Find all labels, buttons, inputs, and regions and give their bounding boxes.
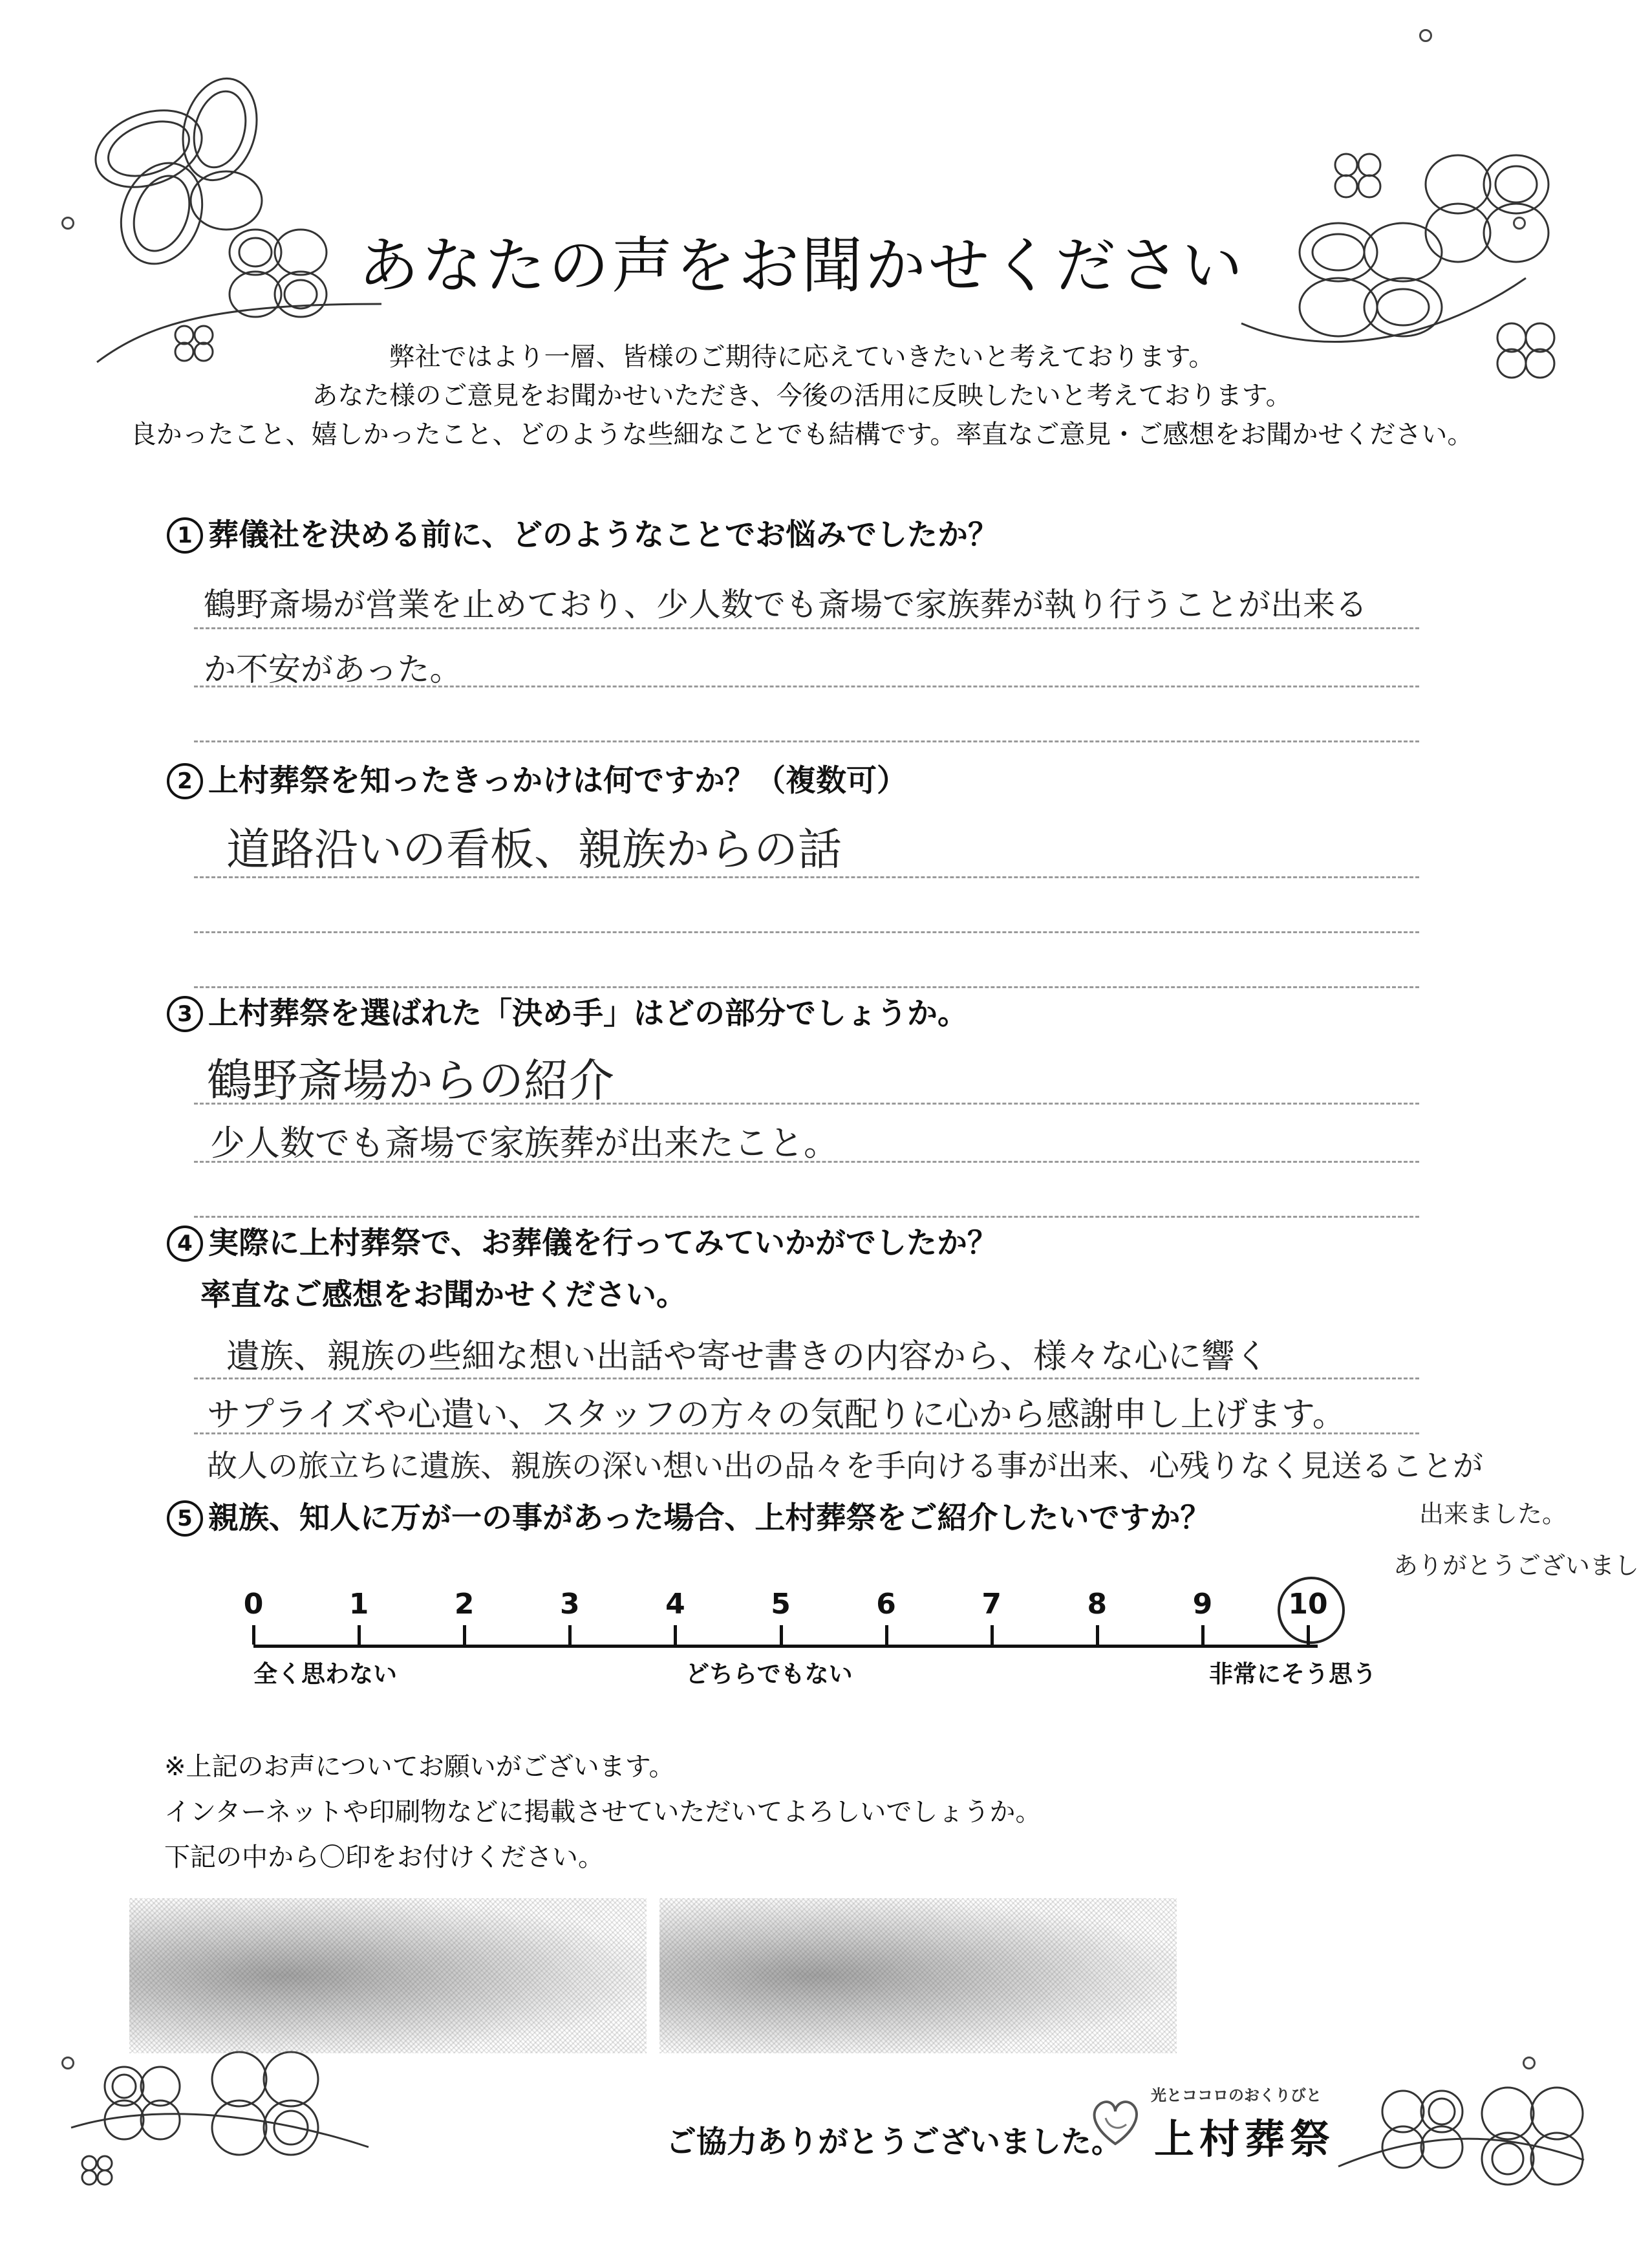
question-number: 3 xyxy=(167,996,203,1032)
scale-tick-label[interactable]: 9 xyxy=(1192,1588,1213,1621)
scale-tick xyxy=(780,1625,783,1645)
intro-line-2: あなた様のご意見をお聞かせいただき、今後の活用に反映したいと考えております。 xyxy=(312,381,1292,411)
scale-label-middle: どちらでもない xyxy=(685,1660,853,1688)
scale-tick xyxy=(1307,1625,1310,1645)
intro-line-3: 良かったこと、嬉しかったこと、どのような些細なことでも結構です。率直なご意見・ご感想をお聞かせください。 xyxy=(130,420,1473,449)
circle-ornament xyxy=(61,2057,74,2069)
scale-label-left: 全く思わない xyxy=(253,1660,397,1688)
scale-tick-label[interactable]: 1 xyxy=(348,1588,369,1621)
thanks-message: ご協力ありがとうございました。 xyxy=(666,2124,1122,2160)
handwritten-answer: か不安があった。 xyxy=(204,651,462,688)
question-text: 上村葬祭を知ったきっかけは何ですか？（複数可） xyxy=(208,763,907,799)
scale-tick-label[interactable]: 3 xyxy=(559,1588,580,1621)
answer-line xyxy=(194,1432,1419,1434)
question-text: 親族、知人に万が一の事があった場合、上村葬祭をご紹介したいですか？ xyxy=(208,1500,1211,1536)
scale-tick xyxy=(358,1625,361,1645)
answer-line xyxy=(194,1103,1419,1105)
answer-line xyxy=(194,931,1419,933)
question-number: 1 xyxy=(167,517,203,554)
intro-line-1: 弊社ではより一層、皆様のご期待に応えていきたいと考えております。 xyxy=(389,342,1215,372)
scale-tick xyxy=(885,1625,888,1645)
page-title: あなたの声をお聞かせください xyxy=(358,231,1245,301)
scale-tick-label[interactable]: 8 xyxy=(1087,1588,1108,1621)
heart-logo-icon xyxy=(1086,2092,1144,2150)
circle-ornament xyxy=(1419,29,1432,42)
scale-tick xyxy=(252,1625,255,1645)
scale-axis xyxy=(253,1645,1318,1648)
scale-tick xyxy=(1096,1625,1099,1645)
question-4 xyxy=(167,1219,998,1262)
answer-line xyxy=(194,686,1419,687)
question-text: 実際に上村葬祭で、お葬儀を行ってみていかがでしたか？ xyxy=(208,1226,998,1261)
question-text: 葬儀社を決める前に、どのようなことでお悩みでしたか？ xyxy=(208,517,998,553)
handwritten-answer: 鶴野斎場からの紹介 xyxy=(207,1054,614,1107)
logo-tagline: 光とココロのおくりびと xyxy=(1151,2086,1322,2104)
scale-tick xyxy=(568,1625,572,1645)
handwritten-answer: ありがとうございまし xyxy=(1393,1551,1639,1580)
answer-line xyxy=(194,986,1419,988)
question-4-subtext: 率直なご感想をお聞かせください。 xyxy=(200,1277,687,1313)
question-3 xyxy=(167,989,968,1033)
handwritten-answer: サプライズや心遣い、スタッフの方々の気配りに心から感謝申し上げます。 xyxy=(207,1396,1346,1434)
handwritten-answer: 道路沿いの看板、親族からの話 xyxy=(226,825,842,876)
circle-ornament xyxy=(1523,2057,1536,2069)
question-number: 4 xyxy=(167,1226,203,1262)
scale-tick-label[interactable]: 7 xyxy=(981,1588,1002,1621)
handwritten-answer: 遺族、親族の些細な想い出話や寄せ書きの内容から、様々な心に響く xyxy=(226,1337,1269,1376)
scale-tick-label[interactable]: 10 xyxy=(1288,1588,1328,1621)
question-1 xyxy=(167,511,998,554)
scale-tick-label[interactable]: 2 xyxy=(454,1588,475,1621)
redacted-area-left xyxy=(129,1898,647,2053)
answer-line xyxy=(194,1216,1419,1218)
scale-tick xyxy=(674,1625,677,1645)
answer-line xyxy=(194,1161,1419,1163)
scale-tick xyxy=(991,1625,994,1645)
question-number: 2 xyxy=(167,763,203,799)
answer-line xyxy=(194,627,1419,629)
answer-line xyxy=(194,1377,1419,1379)
answer-line xyxy=(194,740,1419,742)
clover-decoration-bottom-right xyxy=(1325,2037,1603,2244)
notice-line-1: ※上記のお声についてお願いがございます。 xyxy=(164,1752,675,1782)
scale-tick-label[interactable]: 5 xyxy=(771,1588,791,1621)
handwritten-answer: 出来ました。 xyxy=(1419,1500,1567,1528)
scale-tick xyxy=(463,1625,466,1645)
redacted-area-right xyxy=(659,1898,1177,2053)
handwritten-answer: 少人数でも斎場で家族葬が出来たこと。 xyxy=(210,1123,839,1163)
question-2 xyxy=(167,757,907,800)
question-text: 上村葬祭を選ばれた「決め手」はどの部分でしょうか。 xyxy=(208,996,968,1031)
scale-label-right: 非常にそう思う xyxy=(1209,1660,1377,1688)
scale-tick-label[interactable]: 4 xyxy=(665,1588,685,1621)
notice-line-3: 下記の中から〇印をお付けください。 xyxy=(164,1842,604,1872)
question-number: 5 xyxy=(167,1500,203,1537)
handwritten-answer: 鶴野斎場が営業を止めており、少人数でも斎場で家族葬が執り行うことが出来る xyxy=(204,586,1367,623)
scale-tick-label[interactable]: 0 xyxy=(243,1588,264,1621)
handwritten-answer: 故人の旅立ちに遺族、親族の深い想い出の品々を手向ける事が出来、心残りなく見送ることが xyxy=(207,1449,1483,1484)
answer-line xyxy=(194,876,1419,878)
notice-line-2: インターネットや印刷物などに掲載させていただいてよろしいでしょうか。 xyxy=(164,1797,1042,1827)
scale-tick-label[interactable]: 6 xyxy=(876,1588,896,1621)
logo-name: 上村葬祭 xyxy=(1154,2115,1336,2163)
question-5 xyxy=(167,1494,1211,1537)
scale-tick xyxy=(1201,1625,1205,1645)
